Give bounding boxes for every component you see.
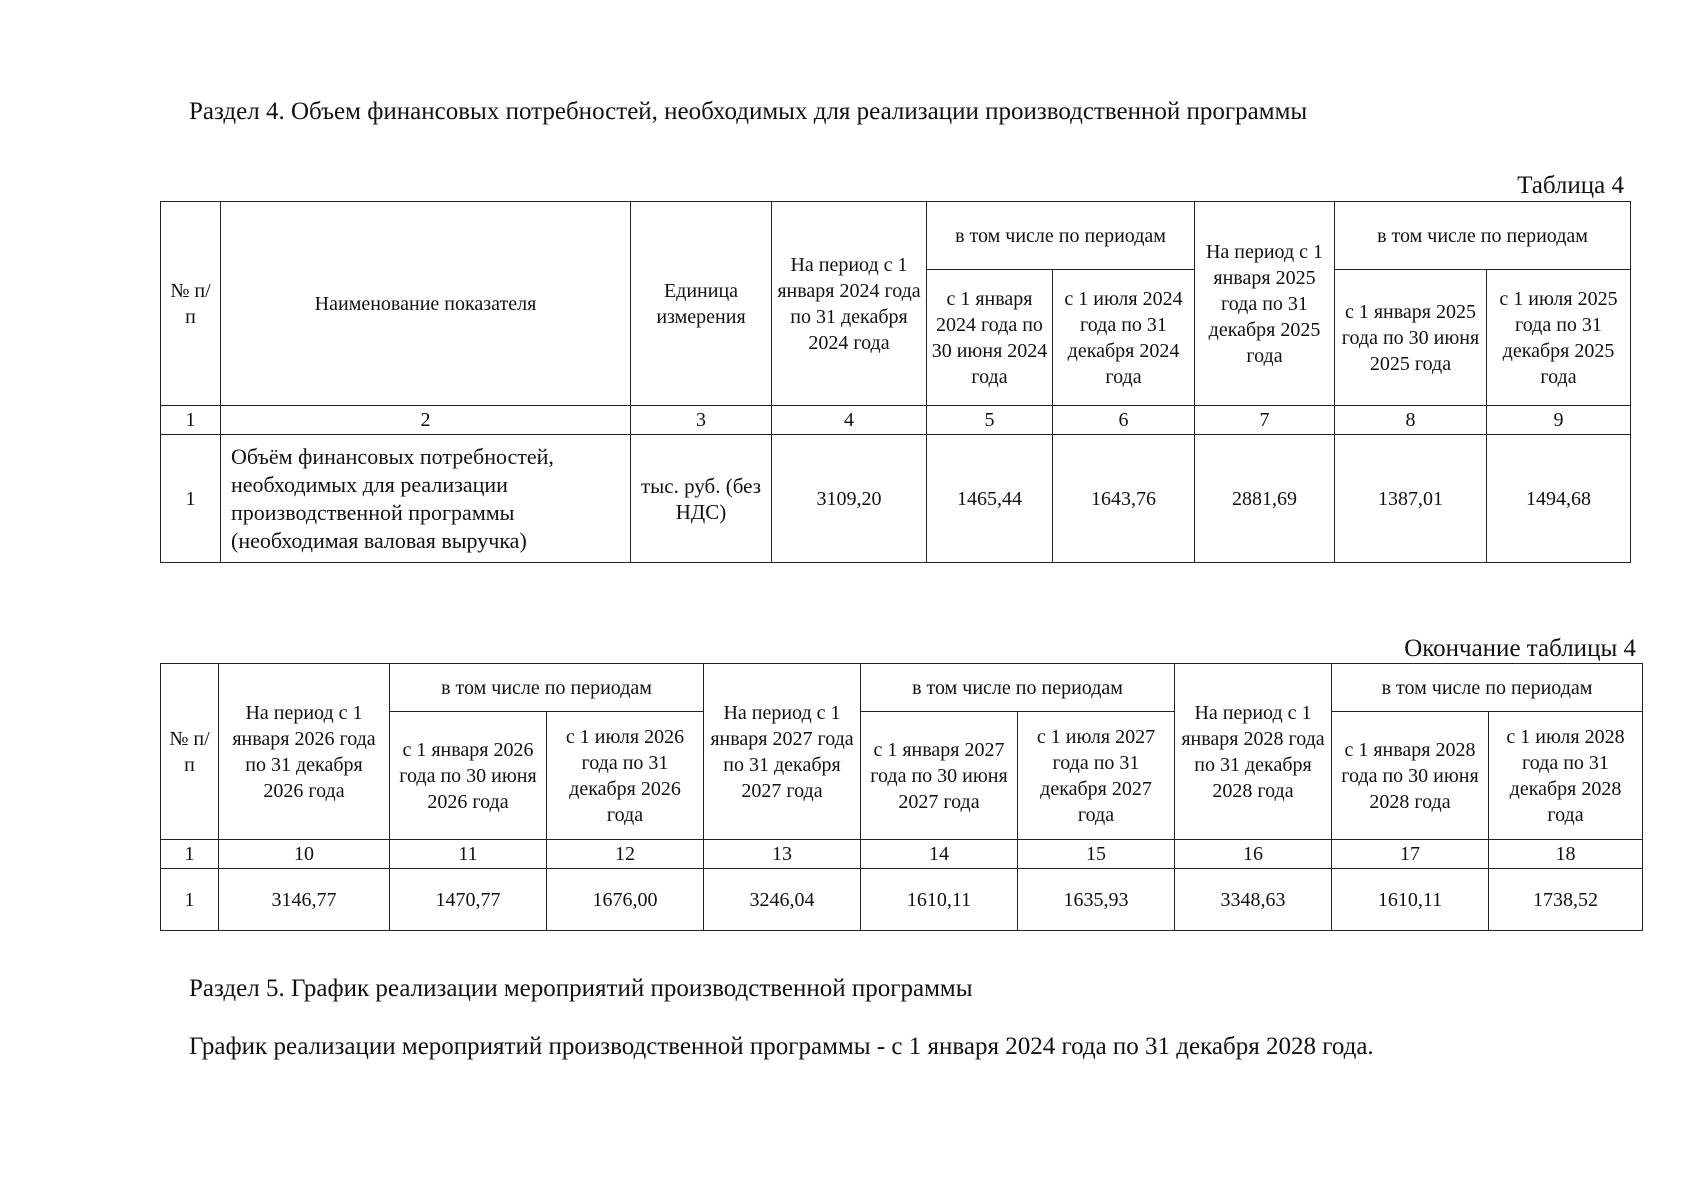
header-incl-2028: в том числе по периодам: [1332, 664, 1643, 712]
col-number: 14: [861, 840, 1018, 869]
header-h1-2024: с 1 января 2024 года по 30 июня 2024 года: [927, 270, 1053, 406]
header-period-2024: На период с 1 января 2024 года по 31 декабря 2024 года: [772, 202, 927, 406]
col-number: 9: [1487, 406, 1631, 435]
header-h2-2024: с 1 июля 2024 года по 31 декабря 2024 года: [1053, 270, 1195, 406]
section4-title: Раздел 4. Объем финансовых потребностей, необходимых для реализации производственной программы: [189, 98, 1308, 125]
column-number-row: [161, 840, 1643, 869]
col-number: 3: [631, 406, 772, 435]
header-h2-2028: с 1 июля 2028 года по 31 декабря 2028 года: [1489, 712, 1643, 840]
table-row: [161, 435, 1631, 563]
col-number: 13: [704, 840, 861, 869]
row-indicator-name: Объём финансовых потребностей, необходимых для реализации производственной программы (необходимая валовая выручка): [221, 435, 631, 563]
header-period-2026: На период с 1 января 2026 года по 31 декабря 2026 года: [219, 664, 390, 840]
value-2024: 3109,20: [772, 435, 927, 563]
col-number: 1: [161, 840, 219, 869]
header-h2-2027: с 1 июля 2027 года по 31 декабря 2027 года: [1018, 712, 1175, 840]
header-num: № п/п: [161, 664, 219, 840]
col-number: 16: [1175, 840, 1332, 869]
value-2027: 3246,04: [704, 869, 861, 931]
value-2028: 3348,63: [1175, 869, 1332, 931]
header-period-2028: На период с 1 января 2028 года по 31 декабря 2028 года: [1175, 664, 1332, 840]
value-h1-2028: 1610,11: [1332, 869, 1489, 931]
value-h1-2026: 1470,77: [390, 869, 547, 931]
col-number: 15: [1018, 840, 1175, 869]
financial-needs-table-end: [160, 663, 1643, 931]
table-caption-end: Окончание таблицы 4: [1404, 635, 1636, 662]
value-h1-2025: 1387,01: [1335, 435, 1487, 563]
col-number: 8: [1335, 406, 1487, 435]
header-h1-2028: с 1 января 2028 года по 30 июня 2028 года: [1332, 712, 1489, 840]
value-h2-2025: 1494,68: [1487, 435, 1631, 563]
column-number-row: [161, 406, 1631, 435]
value-2025: 2881,69: [1195, 435, 1335, 563]
table-caption: Таблица 4: [1517, 172, 1624, 199]
col-number: 11: [390, 840, 547, 869]
header-h2-2025: с 1 июля 2025 года по 31 декабря 2025 года: [1487, 270, 1631, 406]
header-period-2025: На период с 1 января 2025 года по 31 декабря 2025 года: [1195, 202, 1335, 406]
header-h1-2026: с 1 января 2026 года по 30 июня 2026 года: [390, 712, 547, 840]
value-h1-2024: 1465,44: [927, 435, 1053, 563]
header-incl-2027: в том числе по периодам: [861, 664, 1175, 712]
col-number: 12: [547, 840, 704, 869]
col-number: 4: [772, 406, 927, 435]
header-h2-2026: с 1 июля 2026 года по 31 декабря 2026 года: [547, 712, 704, 840]
section5-title: Раздел 5. График реализации мероприятий производственной программы: [189, 975, 973, 1002]
value-h2-2027: 1635,93: [1018, 869, 1175, 931]
header-unit: Единица измерения: [631, 202, 772, 406]
col-number: 17: [1332, 840, 1489, 869]
row-unit: тыс. руб. (без НДС): [631, 435, 772, 563]
financial-needs-table: [160, 201, 1631, 563]
col-number: 18: [1489, 840, 1643, 869]
section5-text: График реализации мероприятий производственной программы - с 1 января 2024 года по 31 декабря 2028 года.: [189, 1033, 1374, 1060]
header-incl-2026: в том числе по периодам: [390, 664, 704, 712]
row-num: 1: [161, 869, 219, 931]
header-h1-2027: с 1 января 2027 года по 30 июня 2027 года: [861, 712, 1018, 840]
value-2026: 3146,77: [219, 869, 390, 931]
table-row: [161, 869, 1643, 931]
col-number: 10: [219, 840, 390, 869]
header-incl-2025: в том числе по периодам: [1335, 202, 1631, 270]
col-number: 2: [221, 406, 631, 435]
header-period-2027: На период с 1 января 2027 года по 31 декабря 2027 года: [704, 664, 861, 840]
value-h2-2028: 1738,52: [1489, 869, 1643, 931]
header-incl-2024: в том числе по периодам: [927, 202, 1195, 270]
header-name: Наименование показателя: [221, 202, 631, 406]
row-num: 1: [161, 435, 221, 563]
header-num: № п/п: [161, 202, 221, 406]
header-h1-2025: с 1 января 2025 года по 30 июня 2025 года: [1335, 270, 1487, 406]
col-number: 6: [1053, 406, 1195, 435]
value-h2-2026: 1676,00: [547, 869, 704, 931]
col-number: 5: [927, 406, 1053, 435]
value-h2-2024: 1643,76: [1053, 435, 1195, 563]
value-h1-2027: 1610,11: [861, 869, 1018, 931]
col-number: 7: [1195, 406, 1335, 435]
col-number: 1: [161, 406, 221, 435]
